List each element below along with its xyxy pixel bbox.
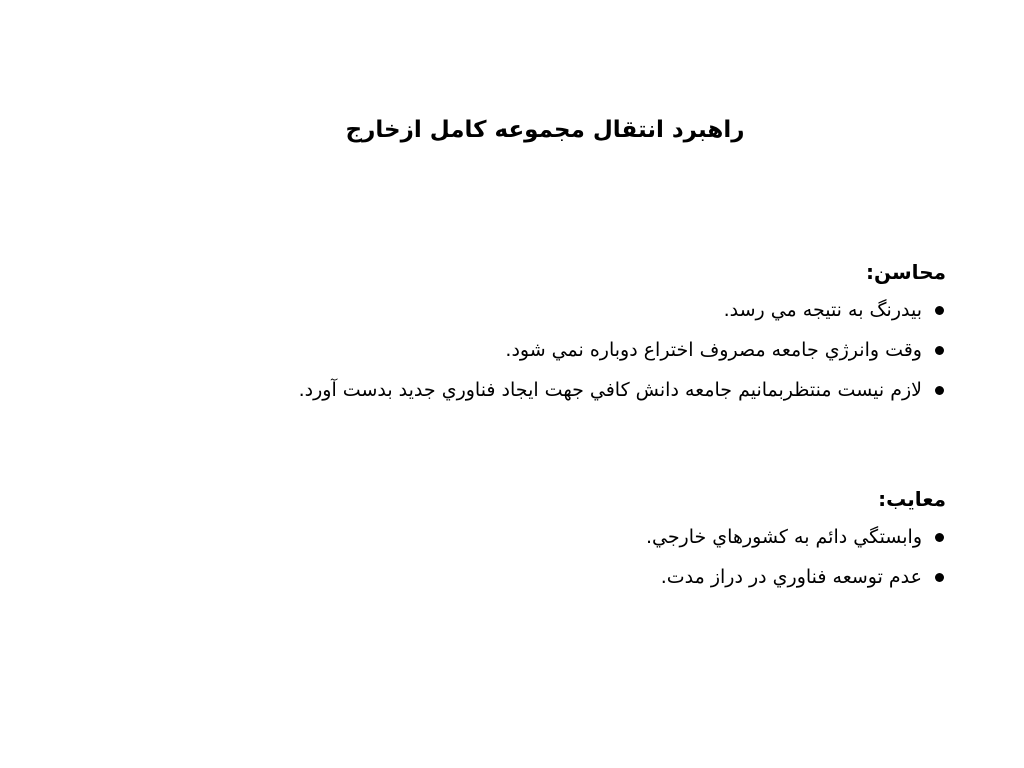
list-item-text: لازم نيست منتظربمانيم جامعه دانش كافي جهت ايجاد فناوري جديد بدست آورد. <box>298 379 922 401</box>
bullet-icon <box>935 573 944 582</box>
advantages-list <box>299 290 946 410</box>
bullet-icon <box>935 386 944 395</box>
disadvantages-list <box>646 517 946 597</box>
list-item-text: وقت وانرژي جامعه مصروف اختراع دوباره نمي شود. <box>505 339 922 361</box>
list-item <box>646 517 946 557</box>
list-item-text: عدم توسعه فناوري در دراز مدت. <box>660 566 922 588</box>
bullet-icon <box>935 346 944 355</box>
list-item <box>299 290 946 330</box>
bullet-icon <box>935 306 944 315</box>
list-item <box>299 370 946 410</box>
advantages-section <box>299 254 946 410</box>
disadvantages-heading: معايب: <box>878 487 946 511</box>
disadvantages-section <box>646 481 946 597</box>
list-item-text: بيدرنگ به نتيجه مي رسد. <box>723 299 922 321</box>
bullet-icon <box>935 533 944 542</box>
list-item <box>646 557 946 597</box>
list-item-text: وابستگي دائم به كشورهاي خارجي. <box>645 526 922 548</box>
slide-title: راهبرد انتقال مجموعه كامل ازخارج <box>345 117 745 143</box>
advantages-heading: محاسن: <box>866 260 946 284</box>
list-item <box>299 330 946 370</box>
